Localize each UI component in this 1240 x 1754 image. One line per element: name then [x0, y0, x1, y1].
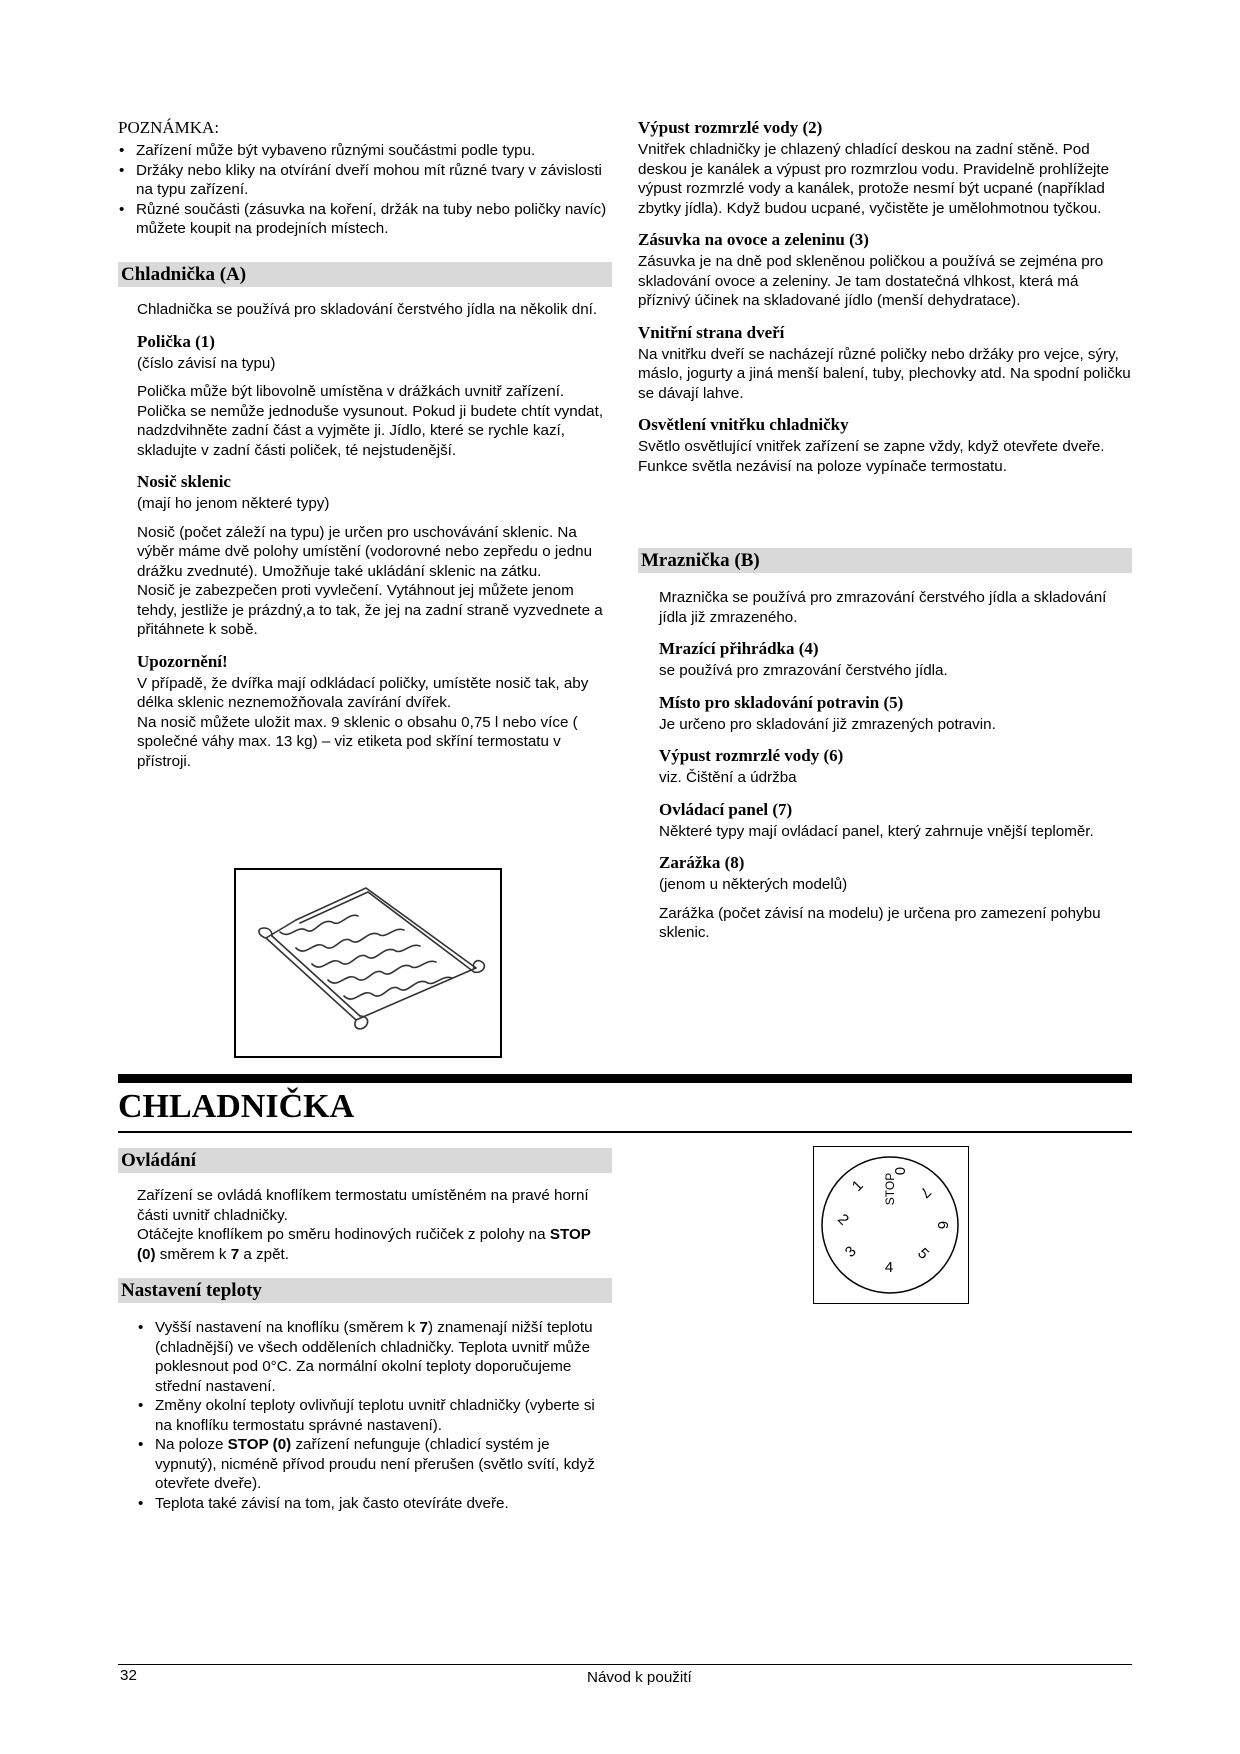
nosic-text-2: Nosič je zabezpečen proti vyvlečení. Vytáhnout jej můžete jenom tehdy, jestliže je prázdný,a to tak, že jej na zadní straně vyzvednete a přitáhnete k sobě. [137, 582, 603, 638]
nastaveni-body [137, 1318, 612, 1513]
chladnicka-text: Chladnička se používá pro skladování čerstvého jídla na několik dní. [137, 301, 598, 318]
upozorneni-heading: Upozornění! [137, 651, 228, 671]
zasuvka-text: Zásuvka je na dně pod skleněnou poličkou a používá se zejména pro skladování ovoce a zeleniny. Je tam dostatečná vlhkost, která má příznivý účinek na skladované jídlo (menší dehydratace). [638, 253, 1104, 309]
mraznicka-body [659, 588, 1132, 943]
panel-heading: Ovládací panel (7) [659, 799, 793, 819]
nastaveni-item-3b: zařízení nefunguje (chladicí systém je vypnutý), nicméně přívod proudu není přerušen (světlo svítí, když otevřete dveře). [155, 1436, 595, 1492]
nastaveni-bar: Nastavení teploty [118, 1278, 612, 1303]
ovladani-text-1: Zařízení se ovládá knoflíkem termostatu umístěném na pravé horní části uvnitř chladničky. [137, 1187, 589, 1224]
dvere-text: Na vnitřku dveří se nacházejí různé poličky nebo držáky pro vejce, sýry, máslo, jogurty a jiná menší balení, tuby, plechovky atd. Na spodní poličku se dávají lahve. [638, 345, 1131, 402]
upozorneni-text-2: Na nosič můžete uložit max. 9 sklenic o obsahu 0,75 l nebo více ( společné váhy max. 13 kg) – viz etiketa pod skříní termostatu v přístroji. [137, 713, 578, 770]
dial-label-2: 2 [834, 1210, 853, 1229]
nastaveni-item: • Změny okolní teploty ovlivňují teplotu uvnitř chladničky (vyberte si na knoflíku termostatu správné nastavení). [137, 1396, 612, 1435]
dial-label-1: 1 [848, 1176, 867, 1195]
mraznicka-bar: Mraznička (B) [638, 548, 1132, 573]
section-title-block [118, 1074, 1132, 1133]
nastaveni-item-3-stop: STOP (0) [227, 1436, 292, 1453]
nastaveni-item-1a: Vyšší nastavení na knoflíku (směrem k [155, 1319, 416, 1336]
nastaveni-item-1-seven: 7 [419, 1319, 428, 1336]
nastaveni-item [137, 1435, 612, 1494]
wine-rack-illustration [236, 870, 500, 1056]
ovladani-text-2 [137, 1225, 612, 1264]
dial-label-5: 5 [914, 1244, 933, 1263]
ovladani-section [118, 1148, 612, 1173]
ovladani-stop: STOP (0) [137, 1226, 591, 1263]
nastaveni-item: • Teplota také závisí na tom, jak často otevíráte dveře. [137, 1494, 612, 1514]
misto-heading: Místo pro skladování potravin (5) [659, 692, 904, 712]
dial-label-7: 7 [916, 1183, 935, 1202]
poznamka-list [118, 141, 612, 239]
nastaveni-item [137, 1318, 612, 1396]
chladnicka-body [137, 300, 612, 771]
zarazka-sub: (jenom u některých modelů) [659, 876, 848, 893]
poznamka-item: • Různé součásti (zásuvka na koření, držák na tuby nebo poličky navíc) můžete koupit na prodejních místech. [118, 200, 612, 239]
vypust-heading: Výpust rozmrzlé vody (2) [638, 118, 823, 137]
nastaveni-section [118, 1278, 612, 1303]
poznamka-title: POZNÁMKA: [118, 118, 220, 137]
page-number: 32 [120, 1667, 137, 1684]
thermostat-dial-figure [813, 1146, 969, 1304]
nastaveni-list [137, 1318, 612, 1513]
misto-text: Je určeno pro skladování již zmrazených potravin. [659, 715, 996, 733]
ovladani-text-2a: Otáčejte knoflíkem po směru hodinových ručiček z polohy na [137, 1226, 546, 1243]
wine-rack-figure [234, 868, 502, 1058]
mraznicka-section [638, 548, 1132, 573]
panel-text: Některé typy mají ovládací panel, který zahrnuje vnější teploměr. [659, 822, 1094, 840]
poznamka-item: • Držáky nebo kliky na otvírání dveří mohou mít různé tvary v závislosti na typu zařízení. [118, 161, 612, 200]
mraznicka-text: Mraznička se používá pro zmrazování čerstvého jídla a skladování jídla již zmrazeného. [659, 589, 1107, 626]
osvetleni-heading: Osvětlení vnitřku chladničky [638, 415, 849, 434]
page-footer [118, 1664, 1132, 1686]
left-column [118, 118, 612, 239]
dial-label-4: 4 [884, 1259, 894, 1276]
chladnicka-section [118, 262, 612, 287]
prihradka-text: se používá pro zmrazování čerstvého jídla. [659, 662, 948, 679]
dial-label-6: 6 [934, 1220, 951, 1230]
dvere-heading: Vnitřní strana dveří [638, 322, 785, 342]
section-title: CHLADNIČKA [118, 1088, 355, 1125]
vypust6-heading: Výpust rozmrzlé vody (6) [659, 746, 844, 765]
zasuvka-heading: Zásuvka na ovoce a zeleninu (3) [638, 230, 869, 249]
right-column [638, 118, 1132, 476]
osvetleni-text: Světlo osvětlující vnitřek zařízení se zapne vždy, když otevřete dveře. Funkce světla nezávisí na poloze vypínače termostatu. [638, 438, 1105, 475]
nosic-sub: (mají ho jenom některé typy) [137, 495, 330, 512]
ovladani-text-2b: směrem k [159, 1245, 227, 1263]
dial-stop-label: STOP [883, 1172, 897, 1206]
prihradka-heading: Mrazící přihrádka (4) [659, 639, 819, 658]
thermostat-dial [814, 1147, 967, 1302]
ovladani-text-2c: a zpět. [243, 1245, 289, 1263]
nastaveni-item-1b: ) znamenají nižší teplotu (chladnější) ve všech odděleních chladničky. Teplota uvnitř může poklesnout pod 0°C. Za normální okolní teploty doporučujeme střední nastavení. [155, 1319, 593, 1395]
vypust-text: Vnitřek chladničky je chlazený chladící deskou na zadní stěně. Pod deskou je kanálek a výpust pro rozmrzlou vodu. Pravidelně prohlížejte výpust rozmrzlé vody a kanálek, protože nesmí být ucpané (například zbytky jídla). Když budou ucpané, vyčistěte je umělohmotnou tyčkou. [638, 141, 1110, 217]
dial-label-3: 3 [841, 1242, 860, 1261]
vypust6-text: viz. Čištění a údržba [659, 769, 797, 786]
poznamka-item: • Zařízení může být vybaveno různými součástmi podle typu. [118, 141, 612, 161]
policka-text: Polička může být libovolně umístěna v drážkách uvnitř zařízení. Polička se nemůže jednoduše vysunout. Pokud ji budete chtít vyndat, nadzdvihněte zadní část a vyjměte ji. Jídlo, které se rychle kazí, skladujte v zadní části poliček, té nejstudenější. [137, 383, 604, 459]
footer-title: Návod k použití [587, 1669, 692, 1686]
policka-sub: (číslo závisí na typu) [137, 354, 276, 372]
nosic-heading: Nosič sklenic [137, 472, 231, 491]
policka-heading: Polička (1) [137, 331, 215, 351]
ovladani-body [137, 1186, 612, 1264]
nastaveni-item-3a: Na poloze [155, 1436, 224, 1453]
ovladani-seven: 7 [230, 1245, 240, 1263]
ovladani-bar: Ovládání [118, 1148, 612, 1173]
zarazka-heading: Zarážka (8) [659, 853, 745, 872]
nosic-text-1: Nosič (počet záleží na typu) je určen pro uschovávání sklenic. Na výběr máme dvě polohy umístění (vodorovné nebo zepředu o jednu drážku zvednuté). Umožňuje také ukládání sklenic na zátku. [137, 523, 593, 580]
upozorneni-text-1: V případě, že dvířka mají odkládací poličky, umístěte nosič tak, aby délka sklenic neznemožňovala zavírání dvířek. [137, 674, 589, 711]
zarazka-text: Zarážka (počet závisí na modelu) je určena pro zamezení pohybu sklenic. [659, 904, 1101, 941]
dial-label-0: 0 [891, 1166, 908, 1176]
chladnicka-bar: Chladnička (A) [118, 262, 612, 287]
